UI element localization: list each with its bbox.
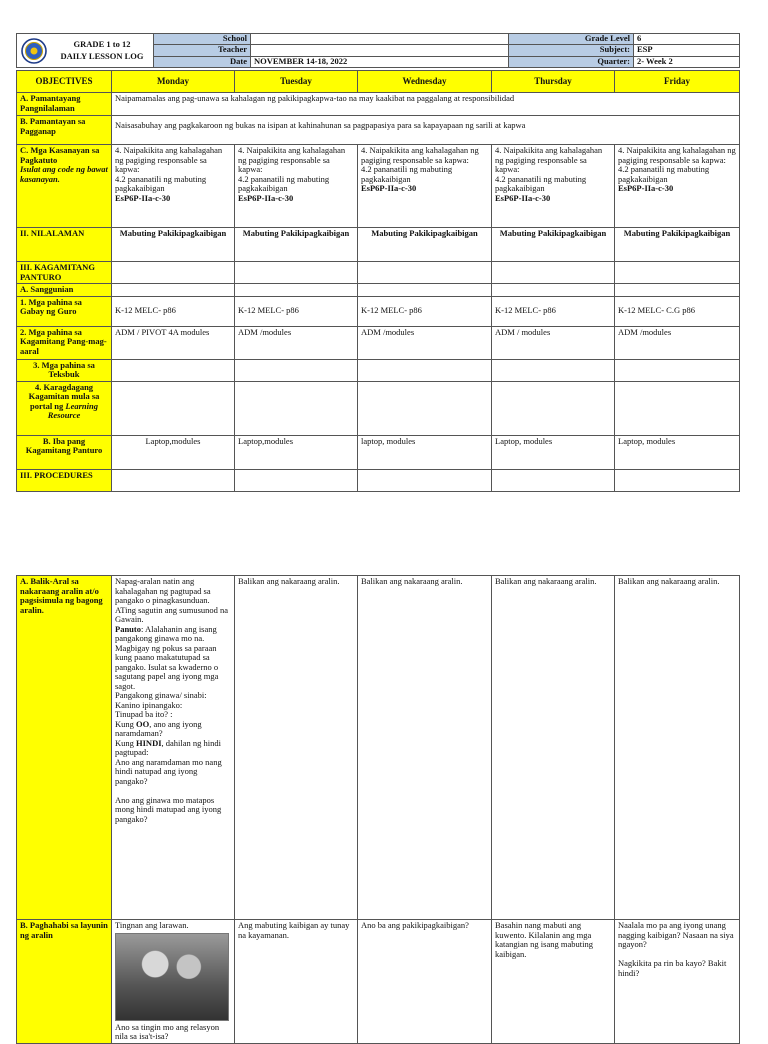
paghahabi-monday bbox=[112, 920, 235, 1044]
day-header-wednesday: Wednesday bbox=[358, 71, 492, 93]
kasanayan-cell-wednesday bbox=[358, 145, 492, 228]
row-label-pamantayan-sa-pagganap: B. Pamantayan sa Pagganap bbox=[17, 116, 112, 145]
kasanayan-label: C. Mga Kasanayan sa Pagkatuto bbox=[20, 145, 100, 165]
gabay-thursday: K-12 MELC- p86 bbox=[492, 296, 615, 326]
paghahabi-monday-question: Ano sa tingin mo ang relasyon nila sa isa't-isa? bbox=[115, 1021, 220, 1042]
paghahabi-thursday: Basahin nang mabuti ang kuwento. Kilalanin ang mga katangian ng isang mabuting kaibigan. bbox=[492, 920, 615, 1044]
row-label-balik-aral: A. Balik-Aral sa nakaraang aralin at/o pagsisimula ng bagong aralin. bbox=[17, 576, 112, 920]
paghahabi-wednesday: Ano ba ang pakikipagkaibigan? bbox=[358, 920, 492, 1044]
iba-tuesday: Laptop,modules bbox=[235, 435, 358, 469]
kagamitan-thursday: ADM / modules bbox=[492, 326, 615, 359]
oo-label: OO bbox=[136, 718, 150, 729]
balik-aral-thursday: Balikan ang nakaraang aralin. bbox=[492, 576, 615, 920]
friends-photo bbox=[115, 933, 229, 1021]
deped-seal-icon bbox=[21, 38, 47, 64]
karagdagang-note: Learning Resource bbox=[47, 400, 98, 421]
objectives-header: OBJECTIVES bbox=[17, 71, 112, 93]
nilalaman-friday: Mabuting Pakikipagkaibigan bbox=[615, 228, 740, 262]
kasanayan-code: EsP6P-IIa-c-30 bbox=[115, 192, 171, 203]
header-title-cell bbox=[17, 34, 154, 68]
row-label-pamantayang-pangnilalaman: A. Pamantayang Pangnilalaman bbox=[17, 93, 112, 116]
balik-aral-tuesday: Balikan ang nakaraang aralin. bbox=[235, 576, 358, 920]
row-label-iba-pang-kagamitan: B. Iba pang Kagamitang Panturo bbox=[17, 435, 112, 469]
day-header-friday: Friday bbox=[615, 71, 740, 93]
gabay-wednesday: K-12 MELC- p86 bbox=[358, 296, 492, 326]
paghahabi-monday-intro: Tingnan ang larawan. bbox=[115, 920, 189, 930]
date-value: NOVEMBER 14-18, 2022 bbox=[251, 56, 509, 67]
day-header-monday: Monday bbox=[112, 71, 235, 93]
kagamitan-friday: ADM /modules bbox=[615, 326, 740, 359]
balik-aral-part-3: , ano ang iyong naramdaman? Kung bbox=[115, 718, 202, 748]
row-label-procedures: III. PROCEDURES bbox=[17, 469, 112, 491]
iba-friday: Laptop, modules bbox=[615, 435, 740, 469]
pamantayang-pangnilalaman-text: Naipamamalas ang pag-unawa sa kahalagan ng pakikipagkapwa-tao na may kaakibat na paggalang at responsibilidad bbox=[112, 93, 740, 116]
balik-aral-friday: Balikan ang nakaraang aralin. bbox=[615, 576, 740, 920]
procedures-table bbox=[16, 575, 740, 1044]
quarter-label: Quarter: bbox=[509, 56, 634, 67]
teacher-value bbox=[251, 45, 509, 56]
kasanayan-code: EsP6P-IIa-c-30 bbox=[238, 192, 294, 203]
quarter-value: 2- Week 2 bbox=[634, 56, 740, 67]
teacher-label: Teacher bbox=[154, 45, 251, 56]
balik-aral-intro: Napag-aralan natin ang kahalagahan ng pagtupad sa pangako o pinagkasunduan. ATing sagutin ang sumusunod na Gawain. bbox=[115, 576, 229, 625]
kasanayan-text: 4. Naipakikita ang kahalagahan ng pagiging responsable sa kapwa: 4.2 pananatili ng mabuting pagkakaibigan bbox=[238, 145, 346, 194]
row-label-kagamitang-mag-aaral: 2. Mga pahina sa Kagamitang Pang-mag-aaral bbox=[17, 326, 112, 359]
panuto-label: Panuto bbox=[115, 623, 141, 634]
date-label: Date bbox=[154, 56, 251, 67]
kasanayan-cell-tuesday bbox=[235, 145, 358, 228]
subject-label: Subject: bbox=[509, 45, 634, 56]
paghahabi-friday: Naalala mo pa ang iyong unang nagging kaibigan? Nasaan na siya ngayon? Nagkikita pa rin ba kayo? Bakit hindi? bbox=[615, 920, 740, 1044]
kasanayan-text: 4. Naipakikita ang kahalagahan ng pagiging responsable sa kapwa: 4.2 pananatili ng mabuting pagkakaibigan bbox=[115, 145, 223, 194]
row-label-teksbuk: 3. Mga pahina sa Teksbuk bbox=[17, 359, 112, 381]
day-header-tuesday: Tuesday bbox=[235, 71, 358, 93]
school-value bbox=[251, 34, 509, 45]
kagamitan-wednesday: ADM /modules bbox=[358, 326, 492, 359]
paghahabi-tuesday: Ang mabuting kaibigan ay tunay na kayamanan. bbox=[235, 920, 358, 1044]
kasanayan-text: 4. Naipakikita ang kahalagahan ng pagiging responsable sa kapwa: 4.2 pananatili ng mabuting pagkakaibigan bbox=[361, 145, 479, 184]
balik-aral-part-4: , dahilan ng hindi pagtupad: Ano ang naramdaman mo nang hindi natupad ang iyong pangako? Ano ang ginawa mo matapos mong hindi matupad ang iyong pangako? bbox=[115, 737, 222, 824]
grade-text: GRADE 1 to 12 bbox=[73, 39, 131, 50]
balik-aral-instructions: : Alalahanin ang isang pangakong ginawa mo na. Magbigay ng pokus sa paraan kung paano makatutupad sa pangako. Isulat sa kwaderno o sagutang papel ang iyong mga sagot. Pangakong ginawa/ sinabi: Kanino ipinangako: Tinupad ba ito? : Kung bbox=[115, 623, 219, 729]
nilalaman-tuesday: Mabuting Pakikipagkaibigan bbox=[235, 228, 358, 262]
kasanayan-text: 4. Naipakikita ang kahalagahan ng pagiging responsable sa kapwa: 4.2 pananatili ng mabuting pagkakaibigan bbox=[618, 145, 736, 184]
school-label: School bbox=[154, 34, 251, 45]
row-label-karagdagang-kagamitan bbox=[17, 381, 112, 435]
kagamitan-monday: ADM / PIVOT 4A modules bbox=[112, 326, 235, 359]
lesson-log-header bbox=[16, 33, 740, 68]
nilalaman-monday: Mabuting Pakikipagkaibigan bbox=[112, 228, 235, 262]
grade-level-value: 6 bbox=[634, 34, 740, 45]
kasanayan-code: EsP6P-IIa-c-30 bbox=[618, 183, 674, 194]
day-header-thursday: Thursday bbox=[492, 71, 615, 93]
nilalaman-wednesday: Mabuting Pakikipagkaibigan bbox=[358, 228, 492, 262]
row-label-kagamitang-panturo: III. KAGAMITANG PANTURO bbox=[17, 262, 112, 284]
kasanayan-cell-friday bbox=[615, 145, 740, 228]
hindi-label: HINDI bbox=[136, 737, 162, 748]
kasanayan-note: Isulat ang code ng bawat kasanayan. bbox=[20, 164, 108, 184]
balik-aral-wednesday: Balikan ang nakaraang aralin. bbox=[358, 576, 492, 920]
kasanayan-code: EsP6P-IIa-c-30 bbox=[495, 192, 551, 203]
kasanayan-code: EsP6P-IIa-c-30 bbox=[361, 183, 417, 194]
nilalaman-thursday: Mabuting Pakikipagkaibigan bbox=[492, 228, 615, 262]
grade-level-label: Grade Level bbox=[509, 34, 634, 45]
balik-aral-monday bbox=[112, 576, 235, 920]
gabay-friday: K-12 MELC- C.G p86 bbox=[615, 296, 740, 326]
kasanayan-text: 4. Naipakikita ang kahalagahan ng pagiging responsable sa kapwa: 4.2 pananatili ng mabuting pagkakaibigan bbox=[495, 145, 603, 194]
kasanayan-cell-thursday bbox=[492, 145, 615, 228]
row-label-kasanayan bbox=[17, 145, 112, 228]
iba-thursday: Laptop, modules bbox=[492, 435, 615, 469]
iba-monday: Laptop,modules bbox=[112, 435, 235, 469]
karagdagang-label: 4. Karagdagang Kagamitan mula sa portal ng bbox=[28, 381, 100, 411]
log-title: DAILY LESSON LOG bbox=[60, 50, 144, 61]
row-label-paghahabi: B. Paghahabi sa layunin ng aralin bbox=[17, 920, 112, 1044]
lesson-log-table bbox=[16, 70, 740, 492]
gabay-monday: K-12 MELC- p86 bbox=[112, 296, 235, 326]
iba-wednesday: laptop, modules bbox=[358, 435, 492, 469]
kagamitan-tuesday: ADM /modules bbox=[235, 326, 358, 359]
row-label-gabay-ng-guro: 1. Mga pahina sa Gabay ng Guro bbox=[17, 296, 112, 326]
subject-value: ESP bbox=[634, 45, 740, 56]
pamantayan-sa-pagganap-text: Naisasabuhay ang pagkakaroon ng bukas na isipan at kahinahunan sa pagpapasiya para sa kapayapaan ng sarili at kapwa bbox=[112, 116, 740, 145]
row-label-nilalaman: II. NILALAMAN bbox=[17, 228, 112, 262]
row-label-sanggunian: A. Sanggunian bbox=[17, 284, 112, 297]
kasanayan-cell-monday bbox=[112, 145, 235, 228]
gabay-tuesday: K-12 MELC- p86 bbox=[235, 296, 358, 326]
